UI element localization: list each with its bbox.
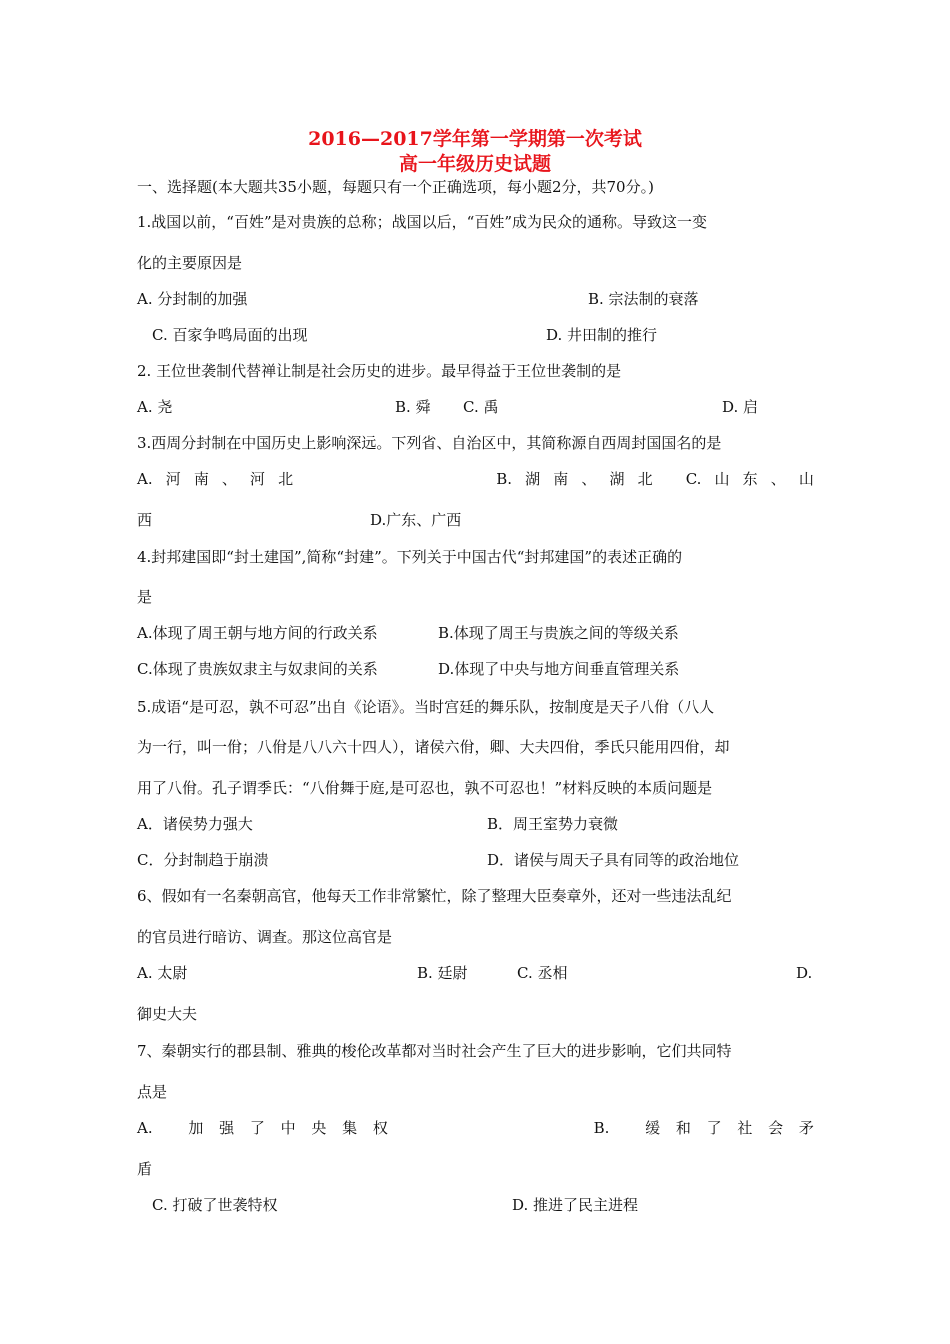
q7-option-b-wrap: 盾	[137, 1160, 153, 1178]
q2-option-d: D. 启	[722, 398, 759, 416]
q3-options-row	[137, 469, 814, 489]
q3-stem: 3.西周分封制在中国历史上影响深远。下列省、自治区中，其简称源自西周封国国名的是	[137, 434, 722, 452]
exam-subtitle: 高一年级历史试题	[398, 153, 551, 175]
q3-option-b-label: B.	[496, 470, 513, 488]
q7-option-b-char: 矛	[798, 1119, 814, 1137]
q2-stem: 2. 王位世袭制代替禅让制是社会历史的进步。最早得益于王位世袭制的是	[137, 362, 622, 380]
q4-option-c: C.体现了贵族奴隶主与奴隶间的关系	[137, 660, 378, 678]
q4-stem-line2: 是	[137, 588, 153, 606]
q2-option-c: C. 禹	[463, 398, 499, 416]
q3-option-c-char: 山	[798, 470, 814, 488]
q7-option-a-char: 集	[342, 1119, 358, 1137]
q7-option-c: C. 打破了世袭特权	[152, 1196, 278, 1214]
q3-option-b-char: 湖	[525, 470, 541, 488]
q2-option-a: A. 尧	[137, 398, 173, 416]
q3-option-c-char: 山	[714, 470, 730, 488]
q7-option-b-char: 会	[768, 1119, 784, 1137]
q6-stem-line1: 6、假如有一名秦朝高官，他每天工作非常繁忙，除了整理大臣奏章外，还对一些违法乱纪	[137, 887, 732, 905]
q5-stem-line3: 用了八佾。孔子谓季氏：“八佾舞于庭,是可忍也，孰不可忍也！”材料反映的本质问题是	[137, 779, 713, 797]
exam-title: 2016—2017学年第一学期第一次考试	[308, 128, 642, 150]
q7-option-b-char: 缓	[645, 1119, 661, 1137]
q1-option-d: D. 井田制的推行	[546, 326, 658, 344]
q3-option-b-char: 南	[553, 470, 569, 488]
q3-option-b-char: 北	[637, 470, 653, 488]
section-heading: 一、选择题(本大题共35小题，每题只有一个正确选项，每小题2分，共70分。)	[137, 178, 654, 196]
q3-option-b-char: 湖	[609, 470, 625, 488]
q1-stem-line1: 1.战国以前，“百姓”是对贵族的总称；战国以后，“百姓”成为民众的通称。导致这一变	[137, 213, 707, 231]
q6-option-c: C. 丞相	[517, 964, 568, 982]
q5-stem-line2: 为一行，叫一佾；八佾是八八六十四人），诸侯六佾，卿、大夫四佾，季氏只能用四佾，却	[137, 738, 730, 756]
q4-stem-line1: 4.封邦建国即“封土建国”,简称“封建”。下列关于中国古代“封邦建国”的表述正确的	[137, 548, 683, 566]
q4-option-b: B.体现了周王与贵族之间的等级关系	[438, 624, 679, 642]
q7-option-a-char: 加	[188, 1119, 204, 1137]
q7-option-a-char: 了	[249, 1119, 265, 1137]
q3-option-b-char: 、	[581, 470, 597, 488]
q3-option-a-char: 北	[278, 470, 294, 488]
q7-option-b-char: 和	[675, 1119, 691, 1137]
q5-option-c: C．分封制趋于崩溃	[137, 851, 269, 869]
q4-option-a: A.体现了周王朝与地方间的行政关系	[137, 624, 378, 642]
q5-option-d: D．诸侯与周天子具有同等的政治地位	[487, 851, 740, 869]
q7-option-a-char: 强	[219, 1119, 235, 1137]
q4-option-d: D.体现了中央与地方间垂直管理关系	[438, 660, 680, 678]
q3-option-c-wrap: 西	[137, 511, 153, 529]
q6-option-d-label: D.	[796, 964, 813, 982]
q6-option-b: B. 廷尉	[417, 964, 468, 982]
q7-option-d: D. 推进了民主进程	[512, 1196, 639, 1214]
q7-option-a-char: 权	[372, 1119, 388, 1137]
q1-stem-line2: 化的主要原因是	[137, 254, 243, 272]
q7-stem-line1: 7、秦朝实行的郡县制、雅典的梭伦改革都对当时社会产生了巨大的进步影响，它们共同特	[137, 1042, 732, 1060]
q3-option-a-char: 、	[221, 470, 237, 488]
q1-option-c: C. 百家争鸣局面的出现	[152, 326, 308, 344]
q7-option-a-char: 中	[280, 1119, 296, 1137]
q5-option-b: B．周王室势力衰微	[487, 815, 619, 833]
q3-option-a-char: 河	[165, 470, 181, 488]
q3-option-c-char: 、	[770, 470, 786, 488]
q5-stem-line1: 5.成语“是可忍，孰不可忍”出自《论语》。当时宫廷的舞乐队，按制度是天子八佾（八人	[137, 698, 715, 716]
q3-option-c-char: 东	[742, 470, 758, 488]
q7-options-row	[137, 1118, 814, 1138]
q7-option-b-label: B.	[593, 1119, 610, 1137]
q3-option-c-label: C.	[685, 470, 702, 488]
q7-option-a-label: A.	[137, 1119, 153, 1137]
q2-option-b: B. 舜	[395, 398, 431, 416]
q3-option-a-label: A.	[137, 470, 153, 488]
q6-option-d-text: 御史大夫	[137, 1005, 198, 1023]
q7-option-b-char: 了	[706, 1119, 722, 1137]
q6-option-a: A. 太尉	[137, 964, 188, 982]
q6-stem-line2: 的官员进行暗访、调查。那这位高官是	[137, 928, 393, 946]
q1-option-b: B. 宗法制的衰落	[588, 290, 699, 308]
q3-option-a-char: 南	[193, 470, 209, 488]
q1-option-a: A. 分封制的加强	[137, 290, 248, 308]
q7-stem-line2: 点是	[137, 1083, 168, 1101]
q3-option-a-char: 河	[250, 470, 266, 488]
q7-option-b-char: 社	[737, 1119, 753, 1137]
q5-option-a: A．诸侯势力强大	[137, 815, 253, 833]
q3-option-d: D.广东、广西	[370, 511, 462, 529]
q7-option-a-char: 央	[311, 1119, 327, 1137]
